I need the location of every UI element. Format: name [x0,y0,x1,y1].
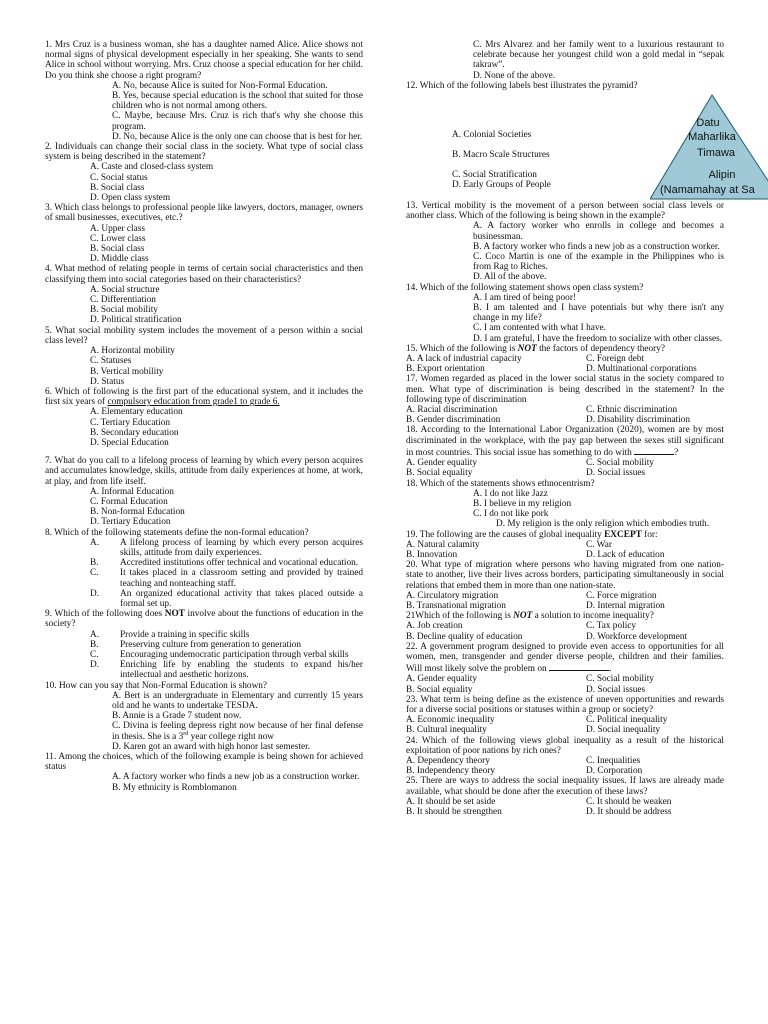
q13-option: B. A factory worker who finds a new job as a construction worker. [473,241,720,252]
question-25: 25. There are ways to address the social inequality issues. If laws are already made available, what should be done after the execution of these laws? [406,776,724,797]
q3-option: B. Social class [90,244,145,255]
q15-options-row: B. Export orientation D. Multinational corporations [406,364,697,375]
question-12: 12. Which of the following labels best illustrates the pyramid? [406,80,638,91]
question-22: 22. A government program designed to provide even access to opportunities for all women, men, transgender and gender diverse people, children and their families. Will most likely solve the problem on . [406,641,724,675]
q19-options-row: A. Natural calamity C. War [406,539,612,550]
q10-option-a: A. Bert is an undergraduate in Elementary and currently 15 years old and he wants to undertake TESDA. [112,690,363,711]
q7-option: D. Tertiary Education [90,517,171,528]
q3-option: C. Lower class [90,233,146,244]
q2-option: B. Social class [90,182,145,193]
q12-option-b: B. Macro Scale Structures [452,150,550,160]
q1-option-c: C. Maybe, because Mrs. Cruz is rich that's why she choose this program. [112,111,363,132]
question-21: 21Which of the following is NOT a solution to income inequality? [406,611,654,622]
q6-option: C. Tertiary Education [90,417,170,428]
q8-option-c: C. It takes placed in a classroom setting and provided by trained teaching and nonteaching staff. [90,568,363,589]
q10-option-b: B. Annie is a Grade 7 student now. [112,711,242,722]
q20-options-row: A. Circulatory migration C. Force migration [406,590,657,601]
q10-option-c: C. Divina is feeling depress right now because of her final defense in thesis. She is a 3rd year college right now [112,721,363,742]
q14-option: B. I am talented and I have potentials but why there isn't any change in my life? [473,303,724,324]
q24-options-row: B. Independency theory D. Corporation [406,766,643,777]
q9-option-a: A. Provide a training in specific skills [90,629,250,640]
q2-option: A. Caste and closed-class system [90,162,214,173]
q11-option-d: D. None of the above. [473,70,556,81]
q22-options-row: A. Gender equality C. Social mobility [406,674,654,685]
answer-blank [634,446,674,455]
q1-option-d: D. No, because Alice is the only one can choose that is best for her. [112,131,363,142]
q21-options-row: A. Job creation C. Tax policy [406,621,637,632]
q5-option: A. Horizontal mobility [90,346,175,357]
q23-options-row: A. Economic inequality C. Political inequality [406,715,668,726]
q15-options-row: A. A lack of industrial capacity C. Foreign debt [406,354,645,365]
q11-option-c: C. Mrs Alvarez and her family went to a luxurious restaurant to celebrate because her youngest child won a gold medal in “sepak takraw”. [473,40,724,71]
question-24: 24. Which of the following views global inequality as a result of the historical exploitation of poor nations by rich ones? [406,735,724,756]
q6-option: D. Special Education [90,437,169,448]
q7-option: A. Informal Education [90,486,174,497]
q11-option-a: A. A factory worker who finds a new job as a construction worker. [112,772,360,783]
q3-option: A. Upper class [90,223,145,234]
question-14: 14. Which of the following statement shows open class system? [406,282,644,293]
q12-option-c: C. Social Stratification [452,170,537,180]
q7-option: B. Non-formal Education [90,507,185,518]
left-column [45,40,363,793]
q22-options-row: B. Social equality D. Social issues [406,684,646,695]
q5-option: C. Statuses [90,356,132,367]
q1-option-a: A. No, because Alice is suited for Non-Formal Education. [112,80,328,91]
question-11: 11. Among the choices, which of the following example is being shown for achieved status [45,752,363,773]
q13-option: A. A factory worker who enrolls in college and becomes a businessman. [473,221,724,242]
q4-option: C. Differentiation [90,295,156,306]
q3-option: D. Middle class [90,254,149,265]
pyramid-label-timawa: Timawa [696,147,736,159]
pyramid-label-namamahay: (Namamahay at Sa [660,184,755,196]
q5-option: B. Vertical mobility [90,366,164,377]
q9-option-c: C. Encouraging undemocratic participation through verbal skills [90,649,349,660]
question-8: 8. Which of the following statements define the non-formal education? [45,527,309,538]
q14-option: C. I am contented with what I have. [473,323,606,334]
q4-option: A. Social structure [90,284,160,295]
q21-options-row: B. Decline quality of education D. Workforce development [406,631,688,642]
q6-underlined: compulsory education from grade1 to grade 6. [107,397,280,408]
q19-options-row: B. Innovation D. Lack of education [406,549,665,560]
q18b-option-d: D. My religion is the only religion which embodies truth. [496,519,710,530]
q8-option-a: A. A lifelong process of learning by which every person acquires skills, attitude from daily experiences. [90,537,363,558]
question-20: 20. What type of migration where persons who having migrated from one nation-state to another, live their lives across borders, participating simultaneously in social relations that embed them in more than one nation-state. [406,560,724,591]
q14-option: A. I am tired of being poor! [473,292,577,303]
question-15: 15. Which of the following is NOT the factors of dependency theory? [406,343,666,354]
q2-option: C. Social status [90,172,148,183]
question-9: 9. Which of the following does NOT involve about the functions of education in the society? [45,609,363,630]
q11-option-b: B. My ethnicity is Romblomanon [112,782,237,793]
q18b-option: C. I do not like pork [473,509,549,520]
pyramid-label-datu: Datu [696,117,720,129]
q24-options-row: A. Dependency theory C. Inequalities [406,755,641,766]
question-1: 1. Mrs Cruz is a business woman, she has a daughter named Alice. Alice shows not normal signs of physical development especially in her speaking. She wants to send Alice in school without worrying. Mrs. Cruz choose a special education for her child. Do you think she choose a right program? [45,40,363,81]
q12-option-a: A. Colonial Societies [452,130,532,140]
q13-option: D. All of the above. [473,272,547,283]
q18-options-row: B. Social equality D. Social issues [406,468,646,479]
question-13: 13. Vertical mobility is the movement of a person between social class levels or another class. Which of the following is being shown in the example? [406,201,724,222]
q25-options-row: B. It should be strengthen D. It should be address [406,807,672,817]
q6-option: B. Secondary education [90,427,179,438]
question-2: 2. Individuals can change their social class in the society. What type of social class system is being described in the statement? [45,142,363,163]
q9-option-d: D. Enriching life by enabling the students to expand his/her intellectual and aesthetic horizons. [90,660,363,681]
q8-option-b: B. Accredited institutions offer technical and vocational education. [90,558,359,569]
social-pyramid-diagram [650,93,768,201]
question-5: 5. What social mobility system includes the movement of a person within a social class level? [45,325,363,346]
question-17: 17. Women regarded as placed in the lower social status in the society compared to men. What type of discrimination is being described in the statement? In the following type of discrimination [406,374,724,405]
q4-option: D. Political stratification [90,315,182,326]
q18b-option: A. I do not like Jazz [473,488,548,499]
question-4: 4. What method of relating people in terms of certain social characteristics and then classifying them into social categories based on their characteristics? [45,264,363,285]
question-19: 19. The following are the causes of global inequality EXCEPT for: [406,529,658,540]
q13-option: C. Coco Martin is one of the example in the Philippines who is from Rag to Riches. [473,252,724,273]
q7-option: C. Formal Education [90,496,168,507]
q17-options-row: B. Gender discrimination D. Disability discrimination [406,415,691,426]
pyramid-label-maharlika: Maharlika [688,131,736,143]
q1-option-b: B. Yes, because special education is the school that suited for those children who is not normal among others. [112,91,363,112]
question-3: 3. Which class belongs to professional people like lawyers, doctors, manager, owners of small businesses, executives, etc.? [45,203,363,224]
q18-options-row: A. Gender equality C. Social mobility [406,458,654,469]
q25-options-row: A. It should be set aside C. It should be weaken [406,796,672,807]
question-10: 10. How can you say that Non-Formal Education is shown? [45,680,268,691]
answer-blank [549,662,609,671]
q5-option: D. Status [90,376,125,387]
q17-options-row: A. Racial discrimination C. Ethnic discrimination [406,405,678,416]
pyramid-label-alipin: Alipin [708,169,736,181]
q20-options-row: B. Transnational migration D. Internal migration [406,600,665,611]
question-23: 23. What term is being define as the existence of uneven opportunities and rewards for a diverse social positions or statuses within a group or society? [406,694,724,715]
q8-option-d: D. An organized educational activity that takes placed outside a formal set up. [90,588,363,609]
q12-option-d: D. Early Groups of People [452,180,551,190]
question-18-ethnocentrism: 18. Which of the statements shows ethnocentrism? [406,478,595,489]
q9-option-b: B. Preserving culture from generation to generation [90,639,301,650]
question-18-ilo: 18. According to the International Labor Organization (2020), women are by most discriminated in the workplace, with the pay gap between the sexes still significant in most countries. This social issue has something to do with ? [406,425,724,458]
q18b-option: B. I believe in my religion [473,498,572,509]
q2-option: D. Open class system [90,193,171,204]
question-7: 7. What do you call to a lifelong process of learning by which every person acquires and accumulates knowledge, skills, attitude from daily experiences at home, at work, at play, and from life itself. [45,456,363,487]
question-6: 6. Which of following is the first part of the educational system, and it includes the first six years of compulsory education from grade1 to grade 6. [45,386,363,408]
q4-option: B. Social mobility [90,305,158,316]
q23-options-row: B. Cultural inequality D. Social inequality [406,725,661,736]
q10-option-d: D. Karen got an award with high honor last semester. [112,741,311,752]
q14-option: D. I am grateful, I have the freedom to socialize with other classes. [473,333,723,344]
q6-option: A. Elementary education [90,407,183,418]
q12-options [452,130,622,190]
